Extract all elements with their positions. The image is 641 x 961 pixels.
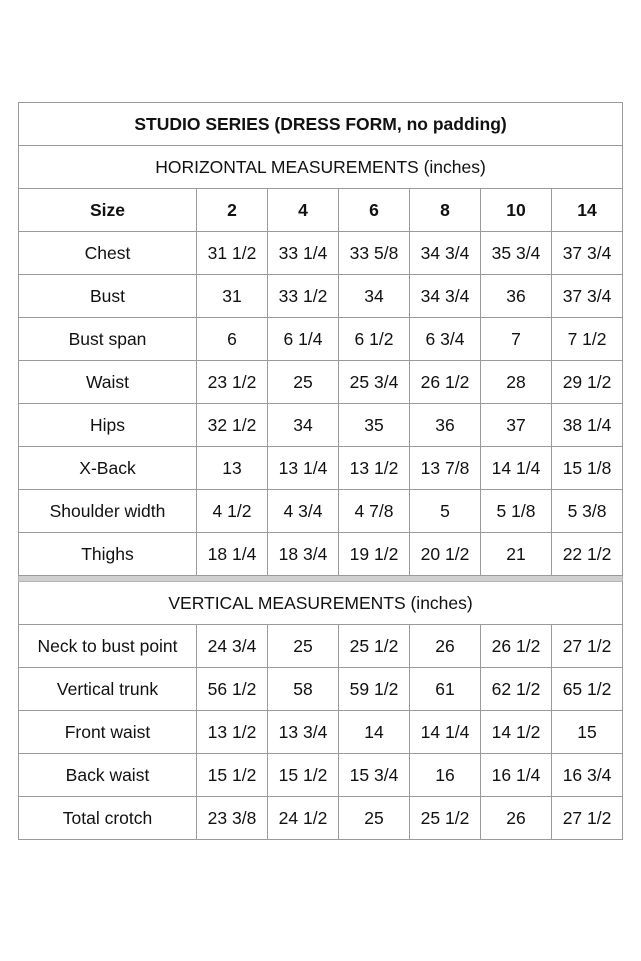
measurement-value: 32 1/2 (197, 404, 268, 447)
measurement-value: 23 3/8 (197, 797, 268, 840)
measurement-value: 31 (197, 275, 268, 318)
measurement-value: 26 (410, 625, 481, 668)
measurement-label: Neck to bust point (19, 625, 197, 668)
table-row (19, 754, 623, 797)
measurement-value: 15 1/8 (552, 447, 623, 490)
measurement-value: 7 (481, 318, 552, 361)
measurement-value: 25 (339, 797, 410, 840)
measurement-label: X-Back (19, 447, 197, 490)
measurement-value: 13 7/8 (410, 447, 481, 490)
measurement-value: 58 (268, 668, 339, 711)
measurement-value: 26 1/2 (410, 361, 481, 404)
size-header-label: Size (19, 189, 197, 232)
horizontal-heading-row (19, 146, 623, 189)
measurement-value: 29 1/2 (552, 361, 623, 404)
measurement-label: Vertical trunk (19, 668, 197, 711)
size-header-cell: 14 (552, 189, 623, 232)
title-row (19, 103, 623, 146)
measurement-value: 25 (268, 361, 339, 404)
measurement-value: 24 1/2 (268, 797, 339, 840)
measurement-value: 18 1/4 (197, 533, 268, 576)
size-header-cell: 10 (481, 189, 552, 232)
table-row (19, 625, 623, 668)
measurement-value: 34 (268, 404, 339, 447)
measurement-label: Total crotch (19, 797, 197, 840)
measurement-value: 18 3/4 (268, 533, 339, 576)
measurement-table-body (19, 103, 623, 840)
measurement-value: 13 1/4 (268, 447, 339, 490)
measurement-value: 31 1/2 (197, 232, 268, 275)
measurement-value: 5 (410, 490, 481, 533)
measurement-value: 25 3/4 (339, 361, 410, 404)
measurement-value: 34 (339, 275, 410, 318)
measurement-value: 6 1/2 (339, 318, 410, 361)
table-row (19, 490, 623, 533)
measurement-value: 6 1/4 (268, 318, 339, 361)
measurement-value: 20 1/2 (410, 533, 481, 576)
vertical-section-heading: VERTICAL MEASUREMENTS (inches) (19, 582, 623, 625)
measurement-value: 37 3/4 (552, 232, 623, 275)
measurement-table (18, 102, 623, 840)
measurement-value: 16 3/4 (552, 754, 623, 797)
size-header-cell: 2 (197, 189, 268, 232)
size-header-cell: 4 (268, 189, 339, 232)
measurement-value: 15 1/2 (268, 754, 339, 797)
measurement-label: Back waist (19, 754, 197, 797)
table-title: STUDIO SERIES (DRESS FORM, no padding) (19, 103, 623, 146)
measurement-value: 35 (339, 404, 410, 447)
table-row (19, 533, 623, 576)
measurement-label: Shoulder width (19, 490, 197, 533)
measurement-value: 38 1/4 (552, 404, 623, 447)
measurement-value: 34 3/4 (410, 232, 481, 275)
measurement-value: 6 3/4 (410, 318, 481, 361)
measurement-value: 14 (339, 711, 410, 754)
measurement-value: 15 3/4 (339, 754, 410, 797)
table-row (19, 447, 623, 490)
measurement-label: Bust span (19, 318, 197, 361)
measurement-label: Waist (19, 361, 197, 404)
measurement-value: 56 1/2 (197, 668, 268, 711)
measurement-label: Front waist (19, 711, 197, 754)
table-row (19, 404, 623, 447)
measurement-value: 65 1/2 (552, 668, 623, 711)
measurement-value: 15 (552, 711, 623, 754)
measurement-value: 6 (197, 318, 268, 361)
measurement-label: Thighs (19, 533, 197, 576)
measurement-value: 62 1/2 (481, 668, 552, 711)
measurement-value: 4 1/2 (197, 490, 268, 533)
measurement-value: 14 1/2 (481, 711, 552, 754)
measurement-value: 33 5/8 (339, 232, 410, 275)
measurement-value: 16 (410, 754, 481, 797)
size-header-cell: 8 (410, 189, 481, 232)
measurement-value: 15 1/2 (197, 754, 268, 797)
measurement-value: 16 1/4 (481, 754, 552, 797)
measurement-value: 22 1/2 (552, 533, 623, 576)
measurement-value: 19 1/2 (339, 533, 410, 576)
table-row (19, 275, 623, 318)
measurement-value: 13 1/2 (339, 447, 410, 490)
measurement-value: 34 3/4 (410, 275, 481, 318)
measurement-value: 4 7/8 (339, 490, 410, 533)
horizontal-section-heading: HORIZONTAL MEASUREMENTS (inches) (19, 146, 623, 189)
measurement-value: 27 1/2 (552, 797, 623, 840)
vertical-heading-row (19, 582, 623, 625)
table-row (19, 318, 623, 361)
measurement-value: 25 (268, 625, 339, 668)
table-row (19, 232, 623, 275)
measurement-value: 21 (481, 533, 552, 576)
measurement-value: 37 (481, 404, 552, 447)
measurement-value: 23 1/2 (197, 361, 268, 404)
measurement-value: 13 1/2 (197, 711, 268, 754)
measurement-value: 13 (197, 447, 268, 490)
measurement-value: 25 1/2 (339, 625, 410, 668)
measurement-label: Hips (19, 404, 197, 447)
measurement-value: 33 1/2 (268, 275, 339, 318)
measurement-value: 28 (481, 361, 552, 404)
size-header-row (19, 189, 623, 232)
size-header-cell: 6 (339, 189, 410, 232)
measurement-value: 7 1/2 (552, 318, 623, 361)
measurement-value: 36 (481, 275, 552, 318)
measurement-value: 5 3/8 (552, 490, 623, 533)
table-row (19, 668, 623, 711)
measurement-value: 59 1/2 (339, 668, 410, 711)
measurement-label: Chest (19, 232, 197, 275)
measurement-value: 24 3/4 (197, 625, 268, 668)
table-row (19, 361, 623, 404)
measurement-value: 61 (410, 668, 481, 711)
measurement-value: 4 3/4 (268, 490, 339, 533)
measurement-value: 26 1/2 (481, 625, 552, 668)
table-row (19, 711, 623, 754)
measurement-label: Bust (19, 275, 197, 318)
measurement-value: 26 (481, 797, 552, 840)
measurement-value: 14 1/4 (410, 711, 481, 754)
table-row (19, 797, 623, 840)
measurement-value: 36 (410, 404, 481, 447)
measurement-value: 27 1/2 (552, 625, 623, 668)
measurement-value: 14 1/4 (481, 447, 552, 490)
measurement-value: 35 3/4 (481, 232, 552, 275)
measurement-value: 13 3/4 (268, 711, 339, 754)
measurement-value: 37 3/4 (552, 275, 623, 318)
measurement-value: 25 1/2 (410, 797, 481, 840)
measurement-value: 5 1/8 (481, 490, 552, 533)
measurement-value: 33 1/4 (268, 232, 339, 275)
